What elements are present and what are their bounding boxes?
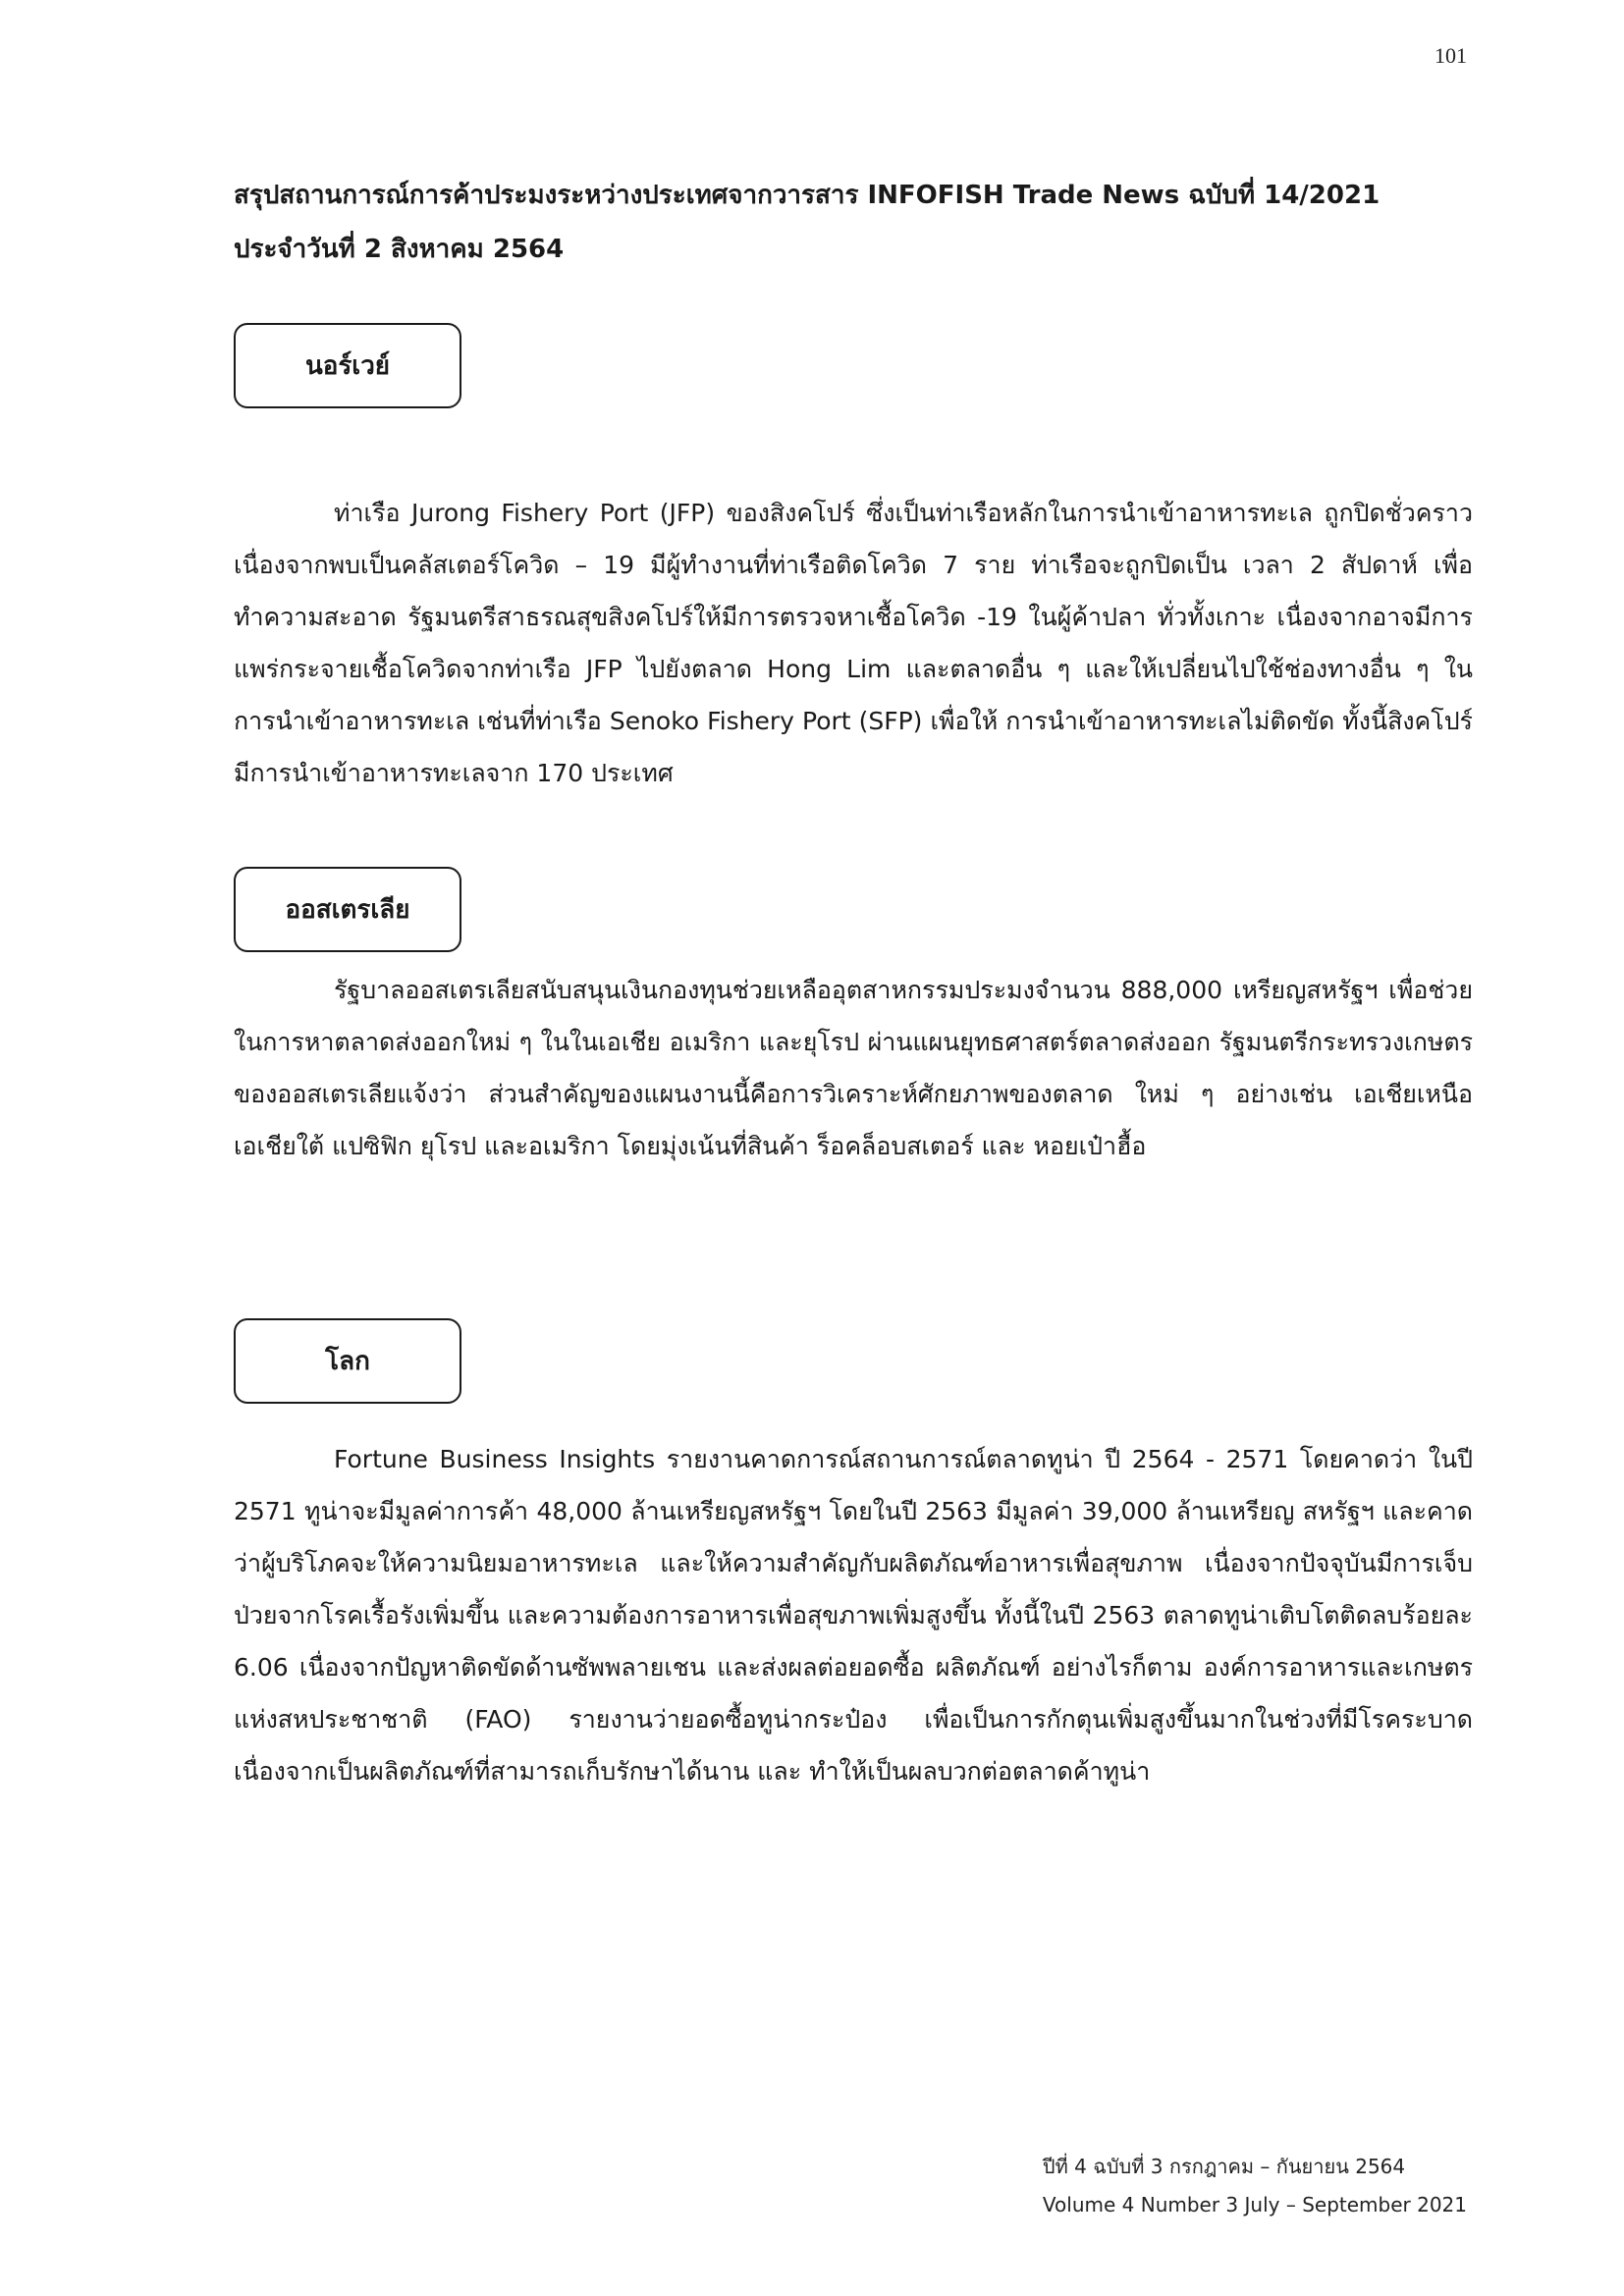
footer-line-english: Volume 4 Number 3 July – September 2021 — [1042, 2193, 1467, 2216]
section-body-australia: รัฐบาลออสเตรเลียสนับสนุนเงินกองทุนช่วยเหลืออุตสาหกรรมประมงจำนวน 888,000 เหรียญสหรัฐฯ เพื่อช่วยในการหาตลาดส่งออกใหม่ ๆ ในในเอเชีย อเมริกา และยุโรป ผ่านแผนยุทธศาสตร์ตลาดส่งออก รัฐมนตรีกระทรวงเกษตรของออสเตรเลียแจ้งว่า ส่วนสำคัญของแผนงานนี้คือการวิเคราะห์ศักยภาพของตลาด ใหม่ ๆ อย่างเช่น เอเชียเหนือ เอเชียใต้ แปซิฟิก ยุโรป และอเมริกา โดยมุ่งเน้นที่สินค้า ร็อคล็อบสเตอร์ และ หอยเป๋าฮื้อ — [234, 976, 1473, 1160]
section-heading-norway: นอร์เวย์ — [234, 323, 461, 408]
footer-line-thai: ปีที่ 4 ฉบับที่ 3 กรกฎาคม – กันยายน 2564 — [1042, 2155, 1406, 2178]
section-body-world: Fortune Business Insights รายงานคาดการณ์สถานการณ์ตลาดทูน่า ปี 2564 - 2571 โดยคาดว่า ในปี 2571 ทูน่าจะมีมูลค่าการค้า 48,000 ล้านเหรียญสหรัฐฯ โดยในปี 2563 มีมูลค่า 39,000 ล้านเหรียญ สหรัฐฯ และคาดว่าผู้บริโภคจะให้ความนิยมอาหารทะเล และให้ความสำคัญกับผลิตภัณฑ์อาหารเพื่อสุขภาพ เนื่องจากปัจจุบันมีการเจ็บป่วยจากโรคเรื้อรังเพิ่มขึ้น และความต้องการอาหารเพื่อสุขภาพเพิ่มสูงขึ้น ทั้งนี้ในปี 2563 ตลาดทูน่าเติบโตติดลบร้อยละ 6.06 เนื่องจากปัญหาติดขัดด้านซัพพลายเชน และส่งผลต่อยอดซื้อ ผลิตภัณฑ์ อย่างไรก็ตาม องค์การอาหารและเกษตรแห่งสหประชาชาติ (FAO) รายงานว่ายอดซื้อทูน่ากระป๋อง เพื่อเป็นการกักตุนเพิ่มสูงขึ้นมากในช่วงที่มีโรคระบาด เนื่องจากเป็นผลิตภัณฑ์ที่สามารถเก็บรักษาได้นาน และ ทำให้เป็นผลบวกต่อตลาดค้าทูน่า — [234, 1445, 1473, 1786]
section-heading-australia: ออสเตรเลีย — [234, 867, 461, 952]
section-heading-world: โลก — [234, 1318, 461, 1404]
footer — [1043, 2148, 1467, 2224]
page-number: 101 — [1435, 43, 1467, 68]
title-line-2: ประจำวันที่ 2 สิงหาคม 2564 — [234, 235, 565, 264]
document-title — [234, 169, 1471, 277]
title-line-1: สรุปสถานการณ์การค้าประมงระหว่างประเทศจากวารสาร INFOFISH Trade News ฉบับที่ 14/2021 — [234, 181, 1380, 210]
section-body-norway: ท่าเรือ Jurong Fishery Port (JFP) ของสิงคโปร์ ซึ่งเป็นท่าเรือหลักในการนำเข้าอาหารทะเล ถูกปิดชั่วคราว เนื่องจากพบเป็นคลัสเตอร์โควิด – 19 มีผู้ทำงานที่ท่าเรือติดโควิด 7 ราย ท่าเรือจะถูกปิดเป็น เวลา 2 สัปดาห์ เพื่อทำความสะอาด รัฐมนตรีสาธรณสุขสิงคโปร์ให้มีการตรวจหาเชื้อโควิด -19 ในผู้ค้าปลา ทั่วทั้งเกาะ เนื่องจากอาจมีการแพร่กระจายเชื้อโควิดจากท่าเรือ JFP ไปยังตลาด Hong Lim และตลาดอื่น ๆ และให้เปลี่ยนไปใช้ช่องทางอื่น ๆ ในการนำเข้าอาหารทะเล เช่นที่ท่าเรือ Senoko Fishery Port (SFP) เพื่อให้ การนำเข้าอาหารทะเลไม่ติดขัด ทั้งนี้สิงคโปร์มีการนำเข้าอาหารทะเลจาก 170 ประเทศ — [234, 499, 1473, 787]
